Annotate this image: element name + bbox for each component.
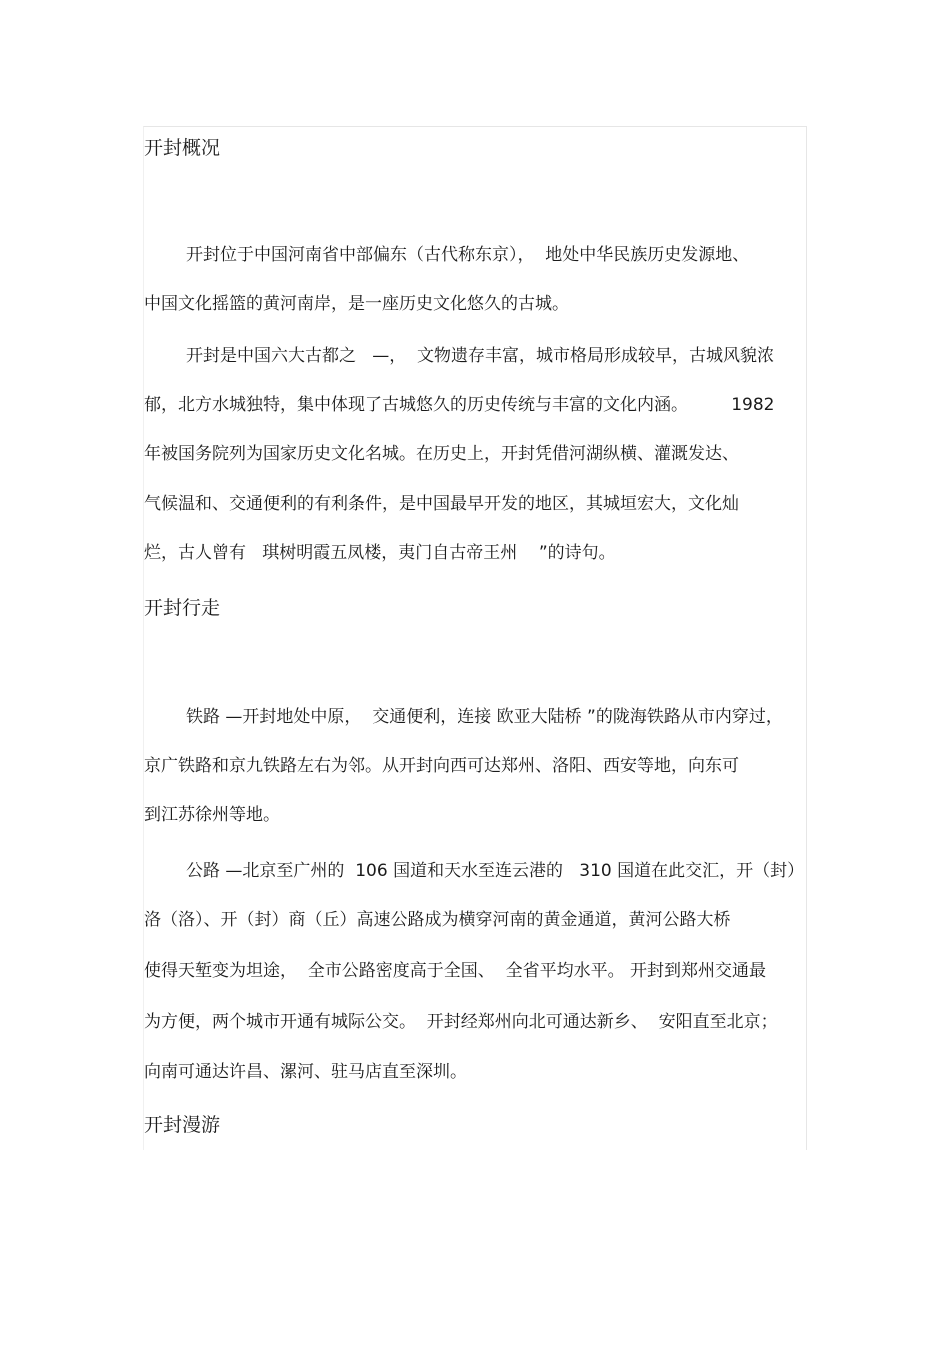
text-line: 开封位于中国河南省中部偏东（古代称东京）， 地处中华民族历史发源地、 [186, 245, 750, 265]
text-line: 气候温和、交通便利的有利条件，是中国最早开发的地区，其城垣宏大，文化灿 [144, 494, 739, 514]
text-line: 铁路 —开封地处中原， 交通便利，连接 欧亚大陆桥 ”的陇海铁路从市内穿过， [186, 707, 783, 727]
text-line: 洛（洛）、开（封）商（丘）高速公路成为横穿河南的黄金通道，黄河公路大桥 [144, 910, 731, 930]
text-line: 郁，北方水城独特，集中体现了古城悠久的历史传统与丰富的文化内涵。 1982 [144, 395, 775, 415]
text-line: 使得天堑变为坦途， 全市公路密度高于全国、 全省平均水平。 开封到郑州交通最 [144, 961, 767, 981]
text-line: 京广铁路和京九铁路左右为邻。从开封向西可达郑州、洛阳、西安等地，向东可 [144, 756, 739, 776]
section-heading-travel: 开封行走 [144, 597, 221, 619]
text-line: 公路 —北京至广州的 106 国道和天水至连云港的 310 国道在此交汇，开（封） [186, 861, 805, 881]
text-line: 为方便，两个城市开通有城际公交。 开封经郑州向北可通达新乡、 安阳直至北京； [144, 1012, 778, 1032]
text-line: 中国文化摇篮的黄河南岸，是一座历史文化悠久的古城。 [144, 294, 569, 314]
section-heading-tour: 开封漫游 [144, 1114, 221, 1136]
text-line: 开封是中国六大古都之 —， 文物遗存丰富，城市格局形成较早，古城风貌浓 [186, 346, 775, 366]
page-frame [143, 126, 807, 1150]
text-line: 到江苏徐州等地。 [144, 805, 280, 825]
text-line: 年被国务院列为国家历史文化名城。在历史上，开封凭借河湖纵横、灌溉发达、 [144, 444, 739, 464]
section-heading-overview: 开封概况 [144, 137, 221, 159]
text-line: 向南可通达许昌、漯河、驻马店直至深圳。 [144, 1062, 467, 1082]
text-line: 烂，古人曾有 琪树明霞五凤楼，夷门自古帝王州 ”的诗句。 [144, 543, 616, 563]
